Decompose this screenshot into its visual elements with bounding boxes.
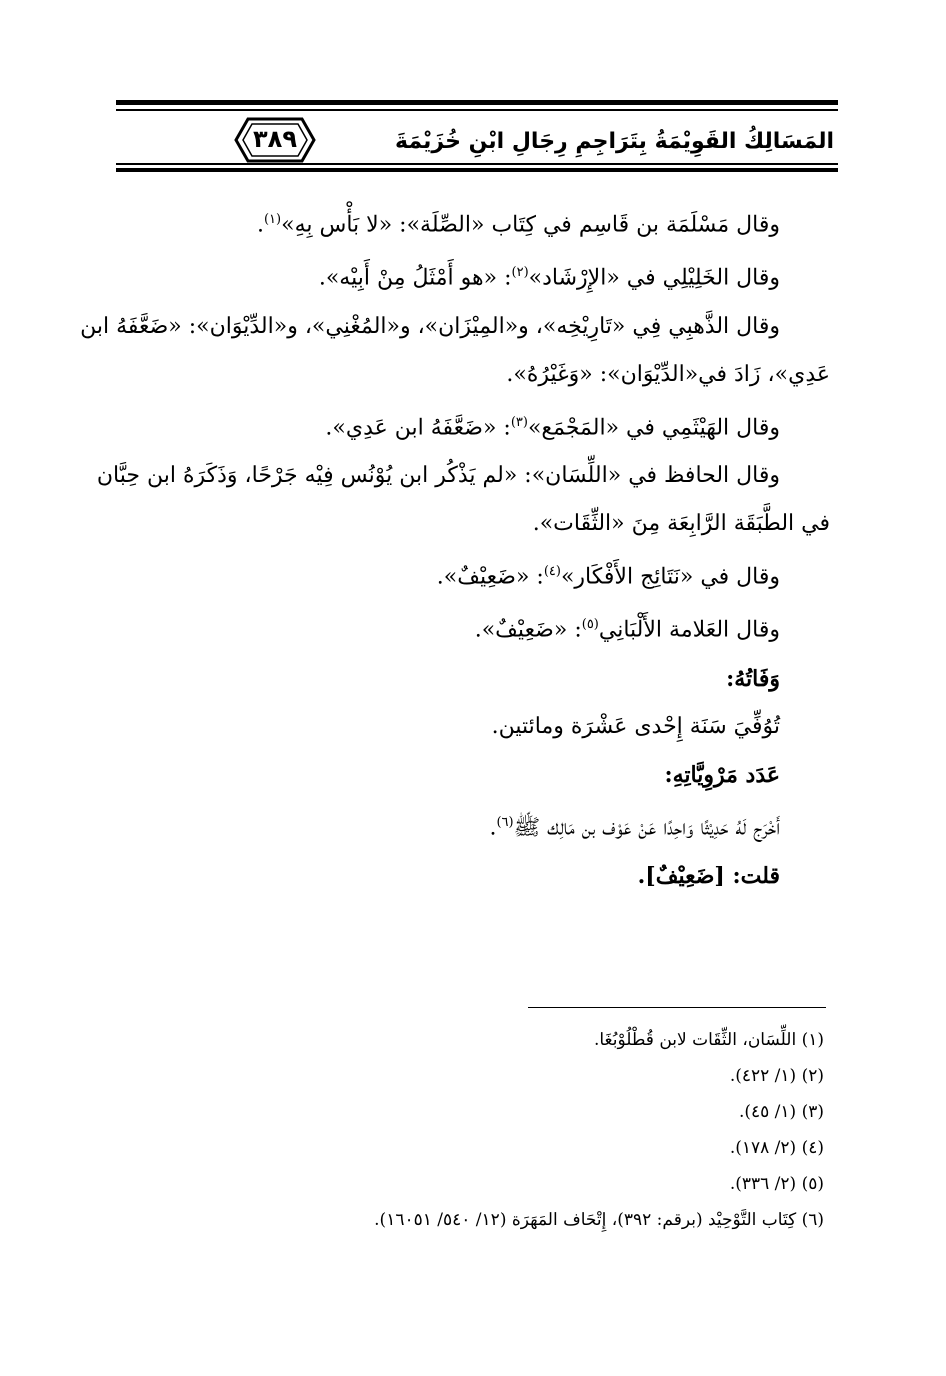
header-rule-thin xyxy=(116,109,838,111)
text-line xyxy=(118,399,830,452)
text-span: وقال في «نَتَائِج الأَفْكَار» xyxy=(560,564,780,590)
text-span: وقال العَلامة الأَلْبَانِي xyxy=(598,617,780,643)
page-number-badge xyxy=(234,117,316,163)
text-span: : «ضَعِيْفٌ». xyxy=(436,564,544,590)
text-line xyxy=(118,249,830,302)
text-line: في الطَّبَقَة الرَّابِعَة مِنَ «الثِّقَات». xyxy=(532,510,830,536)
section-heading-death: وَفَاتُهُ: xyxy=(726,665,780,692)
text-line xyxy=(118,548,830,601)
footnote-4: (٤) (٢/ ١٧٨). xyxy=(729,1138,824,1158)
header-rule-thick-bottom xyxy=(116,168,838,172)
header-rule-thin-bottom xyxy=(116,163,838,165)
section-heading-narrations: عَدَد مَرْوِيَّاتِهِ: xyxy=(664,761,780,788)
header-rule-thick xyxy=(116,100,838,105)
footnote-ref: (٣) xyxy=(510,414,528,430)
verdict-line: قلت: [ضَعِيْفٌ]. xyxy=(637,862,780,889)
running-header-title: المَسَالِكُ القَوِيْمَةُ بِتَرَاجِمِ رِجَالِ ابْنِ خُزَيْمَةَ xyxy=(395,129,834,154)
footnote-6: (٦) كِتَاب التَّوْحِيْد (برقم: ٣٩٢)، إِتْحَاف المَهَرَة (١٢/ ٥٤٠/ ١٦٠٥١). xyxy=(374,1210,824,1230)
footnote-2: (٢) (١/ ٤٢٢). xyxy=(729,1066,824,1086)
footnote-ref: (٦) xyxy=(496,814,514,830)
text-line: عَدِي»، زَادَ في«الدِّيْوَان»: «وَغَيْرُهُ». xyxy=(506,361,830,387)
footnote-divider xyxy=(528,1007,826,1008)
text-span: . xyxy=(489,814,497,840)
footnote-ref: (٥) xyxy=(581,617,599,633)
text-line: وقال الحافظ في «اللِّسَان»: «لم يَذْكُر ابن يُوْنُس فِيْه جَرْحًا، وَذَكَرَهُ ابن حِبَّان xyxy=(96,462,780,488)
footnote-ref: (١) xyxy=(263,212,282,227)
footnote-ref: (٢) xyxy=(511,265,529,281)
footnotes xyxy=(124,1022,824,1238)
footnote-ref: (٤) xyxy=(543,563,561,579)
text-span: وقال الهَيْثَمِي في «المَجْمَع» xyxy=(527,414,780,440)
footnote-5: (٥) (٢/ ٣٣٦). xyxy=(729,1174,824,1194)
text-span: أَخْرَج لَهُ حَدِيْثًا وَاحِدًا عَنْ عَوْف بن مَالِك ﷺ xyxy=(513,814,780,840)
main-text xyxy=(80,196,830,900)
text-line xyxy=(118,799,830,852)
text-line: تُوُفِّيَ سَنَة إِحْدى عَشْرَة ومائتين. xyxy=(491,713,780,739)
text-span: وقال مَسْلَمَة بن قَاسِم في كِتَاب «الصِّلَة»: «لا بَأْس بِهِ» xyxy=(281,212,780,238)
text-line xyxy=(118,601,830,654)
page-number: ٣٨٩ xyxy=(253,125,297,153)
text-line: وقال الذَّهبِي فِي «تَارِيْخِه»، و«المِيْزَان»، و«المُغْنِي»، و«الدِّيْوَان»: «ضَعَّفَهُ ابن xyxy=(80,313,780,339)
footnote-1: (١) اللِّسَان، الثِّقَات لابن قُطْلُوْبُغَا. xyxy=(593,1030,824,1050)
footnote-3: (٣) (١/ ٤٥). xyxy=(738,1102,824,1122)
text-span: وقال الخَلِيْلِي في «الإِرْشَاد» xyxy=(528,265,780,291)
text-span: . xyxy=(256,212,264,238)
text-line xyxy=(118,196,830,249)
text-span: : «ضَعِيْفٌ». xyxy=(474,617,582,643)
text-span: : «هو أَمْثَلُ مِنْ أَبِيْه». xyxy=(318,265,512,291)
text-span: : «ضَعَّفَهُ ابن عَدِي». xyxy=(325,414,511,440)
